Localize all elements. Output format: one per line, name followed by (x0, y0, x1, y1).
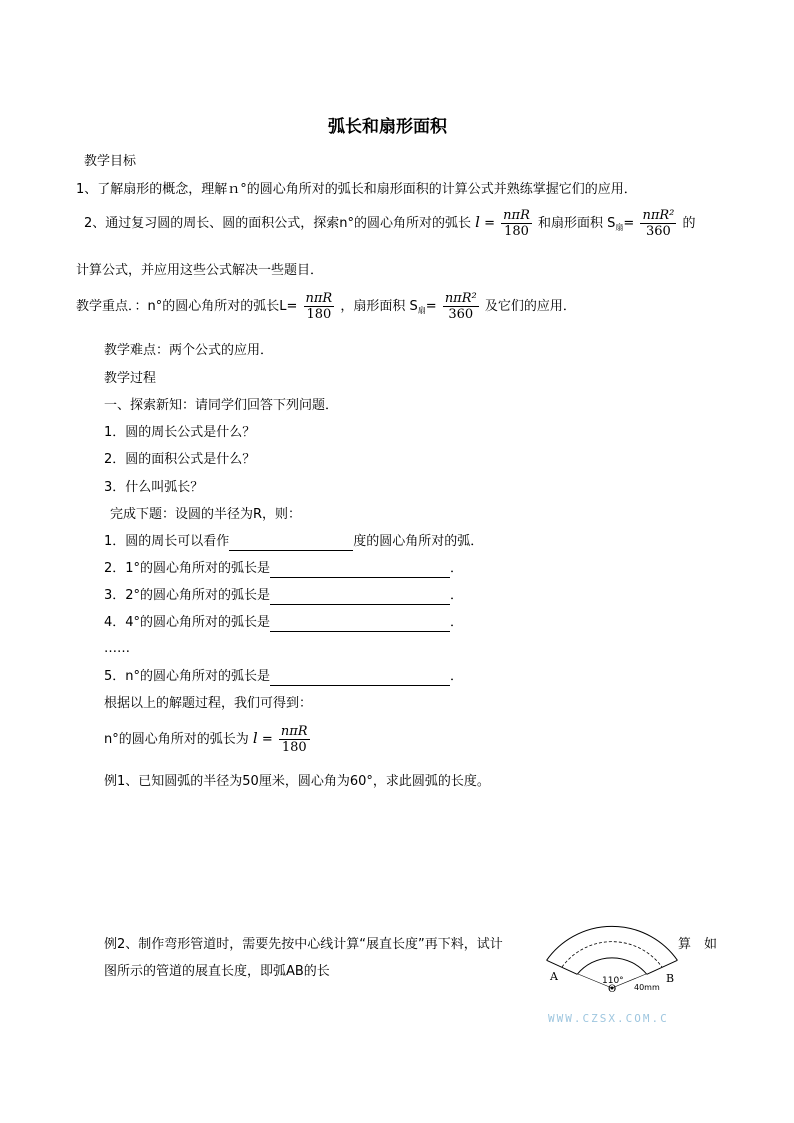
label-b: B (666, 972, 675, 985)
arc-length-symbol: l (475, 213, 480, 231)
question-2: 2．圆的面积公式是什么？ (104, 452, 256, 467)
fill-item-text: 1．圆的周长可以看作 (104, 534, 230, 549)
period: ． (450, 561, 464, 576)
label-o: O (608, 984, 617, 993)
period: ． (450, 588, 464, 603)
goal-1: 1、了解扇形的概念，理解ｎ°的圆心角所对的弧长和扇形面积的计算公式并熟练掌握它们的应用． (76, 182, 637, 197)
fill-item-4 (104, 614, 463, 632)
example-2-line-2: 图所示的管道的展直长度，即弧AB的长 (104, 964, 330, 979)
arc-length-fraction (304, 291, 335, 322)
fill-item-text: 2．1°的圆心角所对的弧长是 (104, 561, 271, 576)
fill-item-text: 度的圆心角所对的弧． (353, 534, 484, 549)
fraction-denominator: 180 (306, 307, 332, 322)
equals-sign: = (425, 299, 437, 314)
exercise-instruction: 完成下题：设圆的半径为R，则： (110, 507, 302, 522)
formula-text: n°的圆心角所对的弧长为 (104, 732, 249, 747)
key-points-middle: ，扇形面积 S (340, 299, 418, 314)
example-2-word: 算 (678, 937, 692, 952)
fraction-denominator: 360 (646, 224, 671, 239)
fraction-numerator: nπR (280, 724, 308, 739)
fill-item-2 (104, 560, 463, 578)
period: ． (450, 669, 464, 684)
equals-sign: = (261, 732, 273, 747)
sector-area-fraction (640, 208, 676, 239)
goal-2 (84, 208, 696, 239)
answer-blank[interactable] (270, 617, 450, 632)
goals-heading: 教学目标 (84, 154, 137, 169)
ellipsis: …… (104, 641, 130, 656)
fill-item-text: 4．4°的圆心角所对的弧长是 (104, 615, 271, 630)
arc-length-symbol: l (252, 729, 258, 747)
period: ． (450, 615, 464, 630)
pipe-diagram (540, 918, 690, 993)
fill-item-text: 3．2°的圆心角所对的弧长是 (104, 588, 271, 603)
sector-subscript: 扇 (615, 223, 624, 232)
answer-blank[interactable] (229, 536, 353, 551)
fraction-numerator: nπR² (444, 291, 477, 306)
sector-area-fraction (443, 291, 479, 322)
key-points-text: 教学重点．：n°的圆心角所对的弧长L= (76, 299, 298, 314)
question-1: 1．圆的周长公式是什么？ (104, 425, 256, 440)
fill-item-text: 5．n°的圆心角所对的弧长是 (104, 669, 271, 684)
page-title: 弧长和扇形面积 (328, 117, 447, 137)
equals-sign: = (623, 216, 635, 231)
width-label: 40mm (634, 983, 660, 992)
outer-arc (547, 926, 678, 960)
fraction-numerator: nπR (503, 208, 530, 223)
arc-length-formula (104, 724, 312, 755)
angle-label: 110° (602, 976, 624, 986)
fill-item-1 (104, 533, 483, 551)
question-3: 3．什么叫弧长？ (104, 480, 204, 495)
goal-2-text: 2、通过复习圆的周长、圆的面积公式，探索n°的圆心角所对的弧长 (84, 216, 472, 231)
sector-subscript: 扇 (417, 306, 426, 315)
fraction-denominator: 180 (281, 740, 307, 755)
fraction-numerator: nπR (305, 291, 333, 306)
section-1-heading: 一、探索新知：请同学们回答下列问题． (104, 398, 339, 413)
goal-2-middle: 和扇形面积 S (538, 216, 616, 231)
goal-2-continuation: 计算公式，并应用这些公式解决一些题目． (76, 263, 324, 278)
conclusion: 根据以上的解题过程，我们可得到： (104, 696, 313, 711)
arc-length-fraction (279, 724, 310, 755)
goal-2-end: 的 (682, 216, 696, 231)
pipe-sector-figure (540, 918, 690, 993)
fraction-denominator: 180 (504, 224, 529, 239)
key-points (76, 291, 576, 322)
inner-arc (577, 958, 647, 974)
fill-item-3 (104, 587, 463, 605)
watermark: WWW.CZSX.COM.C (548, 1012, 669, 1025)
fill-item-5 (104, 668, 463, 686)
center-line-arc (562, 942, 662, 967)
example-2-line-1: 例2、制作弯形管道时，需要先按中心线计算“展直长度”再下料，试计 (104, 937, 503, 952)
equals-sign: = (484, 216, 496, 231)
fraction-denominator: 360 (448, 307, 474, 322)
process-heading: 教学过程 (104, 371, 157, 386)
difficulty: 教学难点：两个公式的应用． (104, 343, 274, 358)
label-a: A (550, 970, 558, 983)
example-2-word: 如 (704, 937, 718, 952)
answer-blank[interactable] (270, 590, 450, 605)
example-1: 例1、已知圆弧的半径为50厘米，圆心角为60°，求此圆弧的长度。 (104, 774, 490, 789)
answer-blank[interactable] (270, 671, 450, 686)
arc-length-fraction (501, 208, 532, 239)
fraction-numerator: nπR² (642, 208, 675, 223)
answer-blank[interactable] (270, 563, 450, 578)
key-points-end: 及它们的应用． (484, 299, 576, 314)
